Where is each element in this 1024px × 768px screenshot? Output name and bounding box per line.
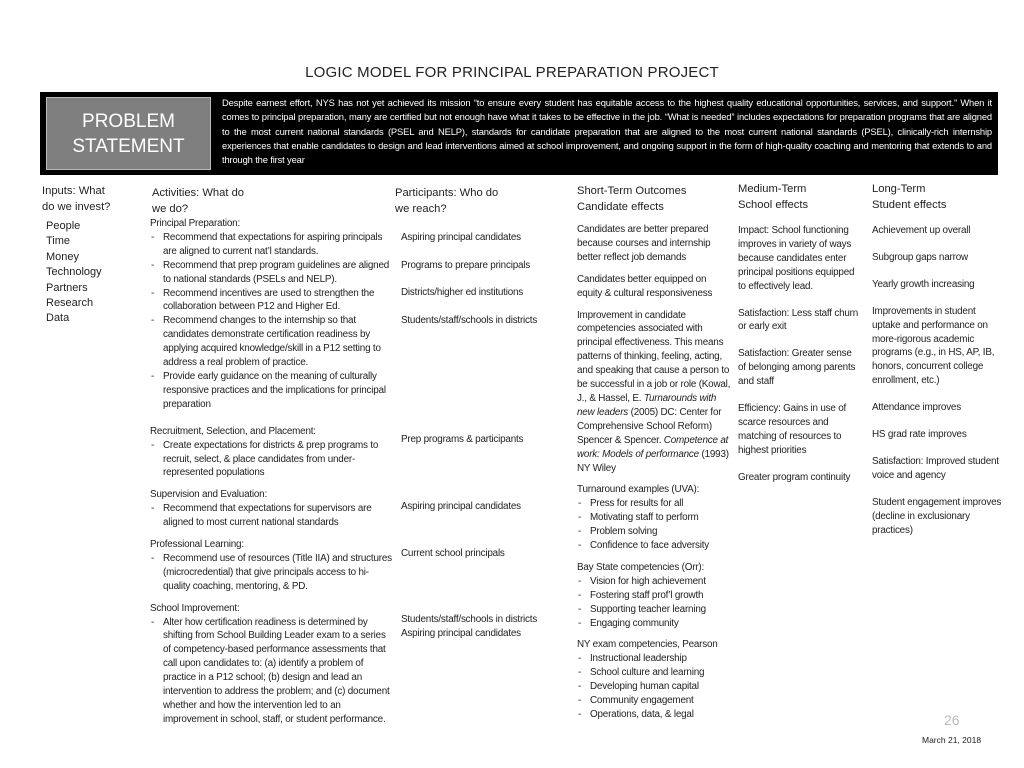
activity-section [150, 538, 394, 594]
list-item: - Motivating staff to perform [577, 511, 731, 525]
long-outcome-item: Attendance improves [872, 402, 961, 414]
problem-statement-text: Despite earnest effort, NYS has not yet achieved its mission “to ensure every student has equitable access to the highest quality educational opportunities, services, and support.” When it comes to principal preparation, many are certified but not enough have what it takes to be effective in the job. “What is needed” includes expectations for preparation programs that are aligned to the most current national standards (PSEL and NELP), standards for candidate preparation that are aligned to the most current national standards (PSEL), clinically-rich internship experiences that enable candidates to design and lead interventions aimed at school improvement, and ongoing support in the form of high-quality coaching and mentoring that extends to and through the first year [222, 97, 992, 166]
long-term-column [872, 224, 1002, 551]
long-outcome-item: Achievement up overall [872, 225, 971, 236]
list-title: NY exam competencies, Pearson [577, 639, 718, 651]
activity-item: - Provide early guidance on the meaning of culturally responsive practices and the implications for principal preparation [150, 370, 394, 412]
text-span: Recommend that prep program guidelines are aligned to national standards (PSELs and NELP). [163, 259, 390, 285]
activity-item: - Recommend that expectations for aspiring principals are aligned to current nat’l standards. [150, 231, 394, 259]
list-item: - Press for results for all [577, 497, 731, 511]
citation-title: Competence at work: Models of performance [577, 434, 729, 460]
inputs-header [42, 183, 110, 215]
text-span: (2005) DC: Center for Comprehensive School Reform) Spencer & Spencer. [577, 406, 722, 446]
label-line: PROBLEM [82, 111, 175, 132]
activity-item: - Recommend use of resources (Title IIA) and structures (microcredential) that give principals access to hi-quality coaching, mentoring, & PD. [150, 552, 394, 594]
activity-item: - Recommend that expectations for supervisors are aligned to most current national standards [150, 502, 394, 530]
list-item: - Engaging community [577, 617, 731, 631]
input-item: Time [46, 235, 71, 248]
list-item: - Problem solving [577, 525, 731, 539]
list-item: - Operations, data, & legal [577, 708, 731, 722]
input-item: Data [46, 312, 70, 325]
inputs-list [46, 219, 102, 327]
input-item: Partners [46, 281, 88, 294]
header-line: Medium-Term [738, 183, 807, 195]
list-item: - Vision for high achievement [577, 575, 731, 589]
activity-item: - Create expectations for districts & prep programs to recruit, select, & place candidates from under-represented populations [150, 439, 394, 481]
problem-statement-box [40, 92, 998, 175]
list-item: - Fostering staff prof’l growth [577, 589, 731, 603]
section-title: Recruitment, Selection, and Placement: [150, 425, 316, 437]
problem-statement-label [46, 97, 211, 170]
citation-title: Turnarounds with new leaders [577, 392, 717, 418]
section-title: School Improvement: [150, 602, 240, 614]
participant-item: Districts/higher ed institutions [401, 287, 524, 298]
activities-header [152, 185, 244, 217]
activity-item: - Alter how certification readiness is determined by shifting from School Building Leader exam to a series of competency-based performance assessments that call upon candidates to: (a) identify a problem of practice in a P12 school; (b) design and lead an intervention to address the problem; and (c) document whether and how the intervention led to an improvement in school, staff, or student performance. [150, 616, 394, 727]
header-line: we do? [152, 203, 189, 215]
list-title: Bay State competencies (Orr): [577, 561, 705, 573]
input-item: Research [46, 297, 94, 310]
activities-column [150, 217, 394, 735]
activity-item: - Recommend incentives are used to strengthen the collaboration between P12 and Higher Ed. [150, 287, 394, 315]
long-outcome-item: HS grad rate improves [872, 429, 967, 441]
long-outcome-item: Improvements in student uptake and performance on more-rigorous academic programs (e.g., in HS, AP, IB, honors, concurrent college enrollment, etc.) [872, 305, 995, 387]
long-outcome-item: Satisfaction: Improved student voice and agency [872, 455, 999, 481]
medium-term-header [738, 181, 808, 213]
long-term-header [872, 181, 946, 213]
participant-item: Aspiring principal candidates [401, 501, 521, 512]
header-line: Participants: Who do [395, 187, 499, 199]
outcome-item [577, 309, 731, 476]
header-line: Student effects [872, 199, 947, 211]
activity-section [150, 425, 394, 481]
activity-section [150, 488, 394, 530]
short-term-outcomes [577, 223, 731, 722]
participant-item: Students/staff/schools in districts [401, 315, 538, 326]
list-item: - Instructional leadership [577, 652, 731, 666]
header-line: Short-Term Outcomes [577, 185, 687, 197]
input-item: People [46, 220, 81, 232]
header-line: Candidate effects [577, 201, 664, 213]
footer-date: March 21, 2018 [922, 735, 982, 745]
section-title: Professional Learning: [150, 539, 244, 551]
participants-header [395, 185, 498, 217]
medium-outcome-item: Satisfaction: Greater sense of belonging among parents and staff [738, 348, 856, 388]
participant-item: Students/staff/schools in districts [401, 614, 538, 625]
header-line: do we invest? [42, 201, 111, 213]
long-outcome-item: Yearly growth increasing [872, 278, 975, 290]
medium-outcome-item: Satisfaction: Less staff churn or early exit [738, 307, 859, 333]
participant-item: Aspiring principal candidates [401, 628, 521, 639]
outcome-item: Candidates better equipped on equity & cultural responsiveness [577, 273, 713, 299]
header-line: Inputs: What [42, 185, 105, 197]
text-span: Improvement in candidate competencies associated with principal effectiveness. This means patterns of thinking, feeling, acting, and speaking that cause a person to be successful in a job or role (Kowal, J., & Hassel, E. [577, 309, 731, 404]
activity-section [150, 602, 394, 727]
list-item: - Community engagement [577, 694, 731, 708]
medium-outcome-item: Greater program continuity [738, 471, 851, 483]
label-line: STATEMENT [72, 136, 185, 157]
participant-item: Programs to prepare principals [401, 260, 531, 271]
list-item: - Supporting teacher learning [577, 603, 731, 617]
header-line: Activities: What do [152, 187, 245, 199]
header-line: Long-Term [872, 183, 926, 195]
short-term-header [577, 183, 686, 215]
list-title: Turnaround examples (UVA): [577, 484, 700, 496]
long-outcome-item: Subgroup gaps narrow [872, 251, 968, 263]
page-title: LOGIC MODEL FOR PRINCIPAL PREPARATION PROJECT [305, 64, 719, 81]
section-title: Principal Preparation: [150, 218, 241, 229]
activity-item: - Recommend changes to the internship so that candidates demonstrate certification readiness by applying acquired knowledge/skill in a P12 setting to address a real problem of practice. [150, 314, 394, 370]
list-item: - Confidence to face adversity [577, 539, 731, 553]
page-number: 26 [944, 712, 960, 728]
section-title: Supervision and Evaluation: [150, 489, 268, 501]
medium-outcome-item: Impact: School functioning improves in variety of ways because candidates enter principal positions equipped to effectively lead. [738, 225, 855, 292]
outcome-item: Candidates are better prepared because courses and internship better reflect job demands [577, 224, 711, 263]
input-item: Money [46, 250, 80, 263]
input-item: Technology [46, 266, 102, 279]
long-outcome-item: Student engagement improves (decline in exclusionary practices) [872, 496, 1002, 536]
participant-item: Prep programs & participants [401, 434, 524, 445]
text-span: (1993) NY Wiley [577, 448, 729, 474]
activity-section [150, 217, 394, 412]
list-item: - School culture and learning [577, 666, 731, 680]
list-item: - Developing human capital [577, 680, 731, 694]
activity-item [150, 259, 394, 287]
medium-term-column [738, 224, 862, 498]
header-line: we reach? [395, 203, 447, 215]
medium-outcome-item: Efficiency: Gains in use of scarce resources and matching of resources to highest priorities [738, 403, 847, 456]
header-line: School effects [738, 199, 809, 211]
participant-item: Aspiring principal candidates [401, 232, 521, 243]
participant-item: Current school principals [401, 548, 505, 559]
